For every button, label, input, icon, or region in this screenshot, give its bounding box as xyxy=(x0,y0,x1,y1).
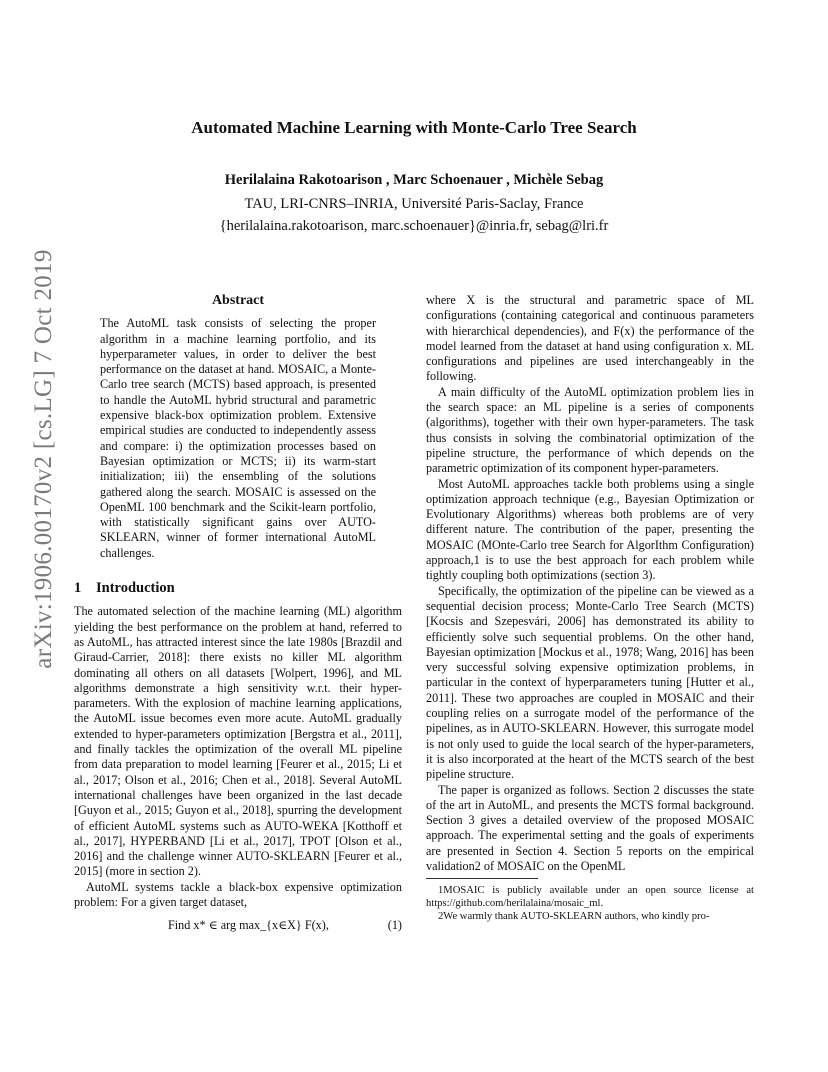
author-list: Herilalaina Rakotoarison , Marc Schoenauer , Michèle Sebag xyxy=(224,172,604,188)
equation-number: (1) xyxy=(387,918,402,933)
right-paragraph-3: Most AutoML approaches tackle both problems using a single optimization approach technique (e.g., Bayesian Optimization or Evolutionary Algorithms) whereas both problems are of very different nature. The contribution of the paper, presenting the MOSAIC (MOnte-Carlo tree Search for AlgorIthm Configuration) approach,1 is to use the best approach for each problem while tightly coupling both optimizations (section 3). xyxy=(426,476,754,583)
footnote-1: 1MOSAIC is publicly available under an open source license at https://github.com/herilalaina/mosaic_ml. xyxy=(426,885,754,910)
right-paragraph-1: where X is the structural and parametric space of ML configurations (containing categorical and continuous parameters with hierarchical dependencies), and F(x) the performance of the model learned from the dataset at hand using configuration x. ML configurations and pipelines are used interchangeably in the following. xyxy=(426,293,754,384)
right-paragraph-4: Specifically, the optimization of the pipeline can be viewed as a sequential decision process; Monte-Carlo Tree Search (MCTS) [Kocsis and Szepesvári, 2006] has demonstrated its ability to efficiently solve such sequential problems. On the other hand, Bayesian optimization [Mockus et al., 1978; Wang, 2016] has been very successful solving expensive optimization problems, in particular in the context of hyperparameters tuning [Hutter et al., 2011]. These two approaches are coupled in MOSAIC and their coupling relies on a surrogate model of the performance of the pipelines, as in AUTO-SKLEARN. However, this surrogate model is not only used to guide the local search of the hyper-parameters, it is also incorporated at the heart of the MCTS search of the best pipeline structure. xyxy=(426,583,754,782)
arxiv-stamp: arXiv:1906.00170v2 [cs.LG] 7 Oct 2019 xyxy=(30,249,57,669)
footnote-rule xyxy=(426,878,538,879)
footnote-2: 2We warmly thank AUTO-SKLEARN authors, who kindly pro- xyxy=(438,911,710,923)
paper-title: Automated Machine Learning with Monte-Carlo Tree Search xyxy=(191,118,637,137)
equation-1 xyxy=(74,910,402,933)
right-paragraph-5: The paper is organized as follows. Section 2 discusses the state of the art in AutoML, and presents the MCTS formal background. Section 3 gives a detailed overview of the proposed MOSAIC approach. The experimental setting and the goals of experiments are presented in Section 4. Section 5 reports on the empirical validation2 of MOSAIC on the OpenML xyxy=(426,782,754,873)
section-title: Introduction xyxy=(96,580,175,597)
abstract-heading: Abstract xyxy=(211,293,265,308)
section-heading-introduction xyxy=(74,581,402,596)
intro-paragraph-1: The automated selection of the machine learning (ML) algorithm yielding the best performance on the problem at hand, referred to as AutoML, has attracted interest since the late 1980s [Brazdil and Giraud-Carrier, 2018]: there exists no killer ML algorithm dominating all others on all datasets [Wolpert, 1996], and ML algorithms demonstrate a high sensitivity w.r.t. their hyper-parameters. With the explosion of machine learning applications, the AutoML issue becomes even more acute. AutoML gradually extended to hyper-parameters optimization [Bergstra et al., 2011], and finally tackles the optimization of the overall ML pipeline from data preparation to model learning [Feurer et al., 2015; Li et al., 2017; Olson et al., 2016; Chen et al., 2018]. Several AutoML international challenges have been organized in the last decade [Guyon et al., 2015; Guyon et al., 2018], spurring the development of efficient AutoML systems such as AUTO-WEKA [Kotthoff et al., 2017], HYPERBAND [Li et al., 2017], TPOT [Olson et al., 2016] and the challenge winner AUTO-SKLEARN [Feurer et al., 2015] (more in section 2). xyxy=(74,604,402,879)
intro-paragraph-2: AutoML systems tackle a black-box expensive optimization problem: For a given target dataset, xyxy=(74,879,402,909)
affiliation: TAU, LRI-CNRS–INRIA, Université Paris-Saclay, France xyxy=(244,196,584,212)
equation-body: Find x* ∈ arg max_{x∈X} F(x), xyxy=(168,918,329,933)
right-paragraph-2: A main difficulty of the AutoML optimization problem lies in the search space: an ML pipeline is a series of components (algorithms), together with their own hyper-parameters. The task thus consists in solving the combinatorial optimization of the pipeline structure, the performance of which depends on the parametric optimization of its component hyper-parameters. xyxy=(426,384,754,476)
right-column xyxy=(426,293,754,923)
section-number: 1 xyxy=(74,580,82,597)
left-column xyxy=(74,293,402,934)
abstract-body: The AutoML task consists of selecting the proper algorithm in a machine learning portfolio, and its hyperparameter values, in order to deliver the best performance on the dataset at hand. MOSAIC, a Monte-Carlo tree search (MCTS) based approach, is presented to handle the AutoML hybrid structural and parametric expensive black-box optimization problem. Extensive empirical studies are conducted to independently assess and compare: i) the optimization processes based on Bayesian optimization or MCTS; ii) its warm-start initialization; iii) the ensembling of the solutions gathered along the search. MOSAIC is assessed on the OpenML 100 benchmark and the Scikit-learn portfolio, with statistically significant gains over AUTO-SKLEARN, winner of former international AutoML challenges. xyxy=(100,316,376,560)
author-emails: {herilalaina.rakotoarison, marc.schoenauer}@inria.fr, sebag@lri.fr xyxy=(219,218,609,234)
